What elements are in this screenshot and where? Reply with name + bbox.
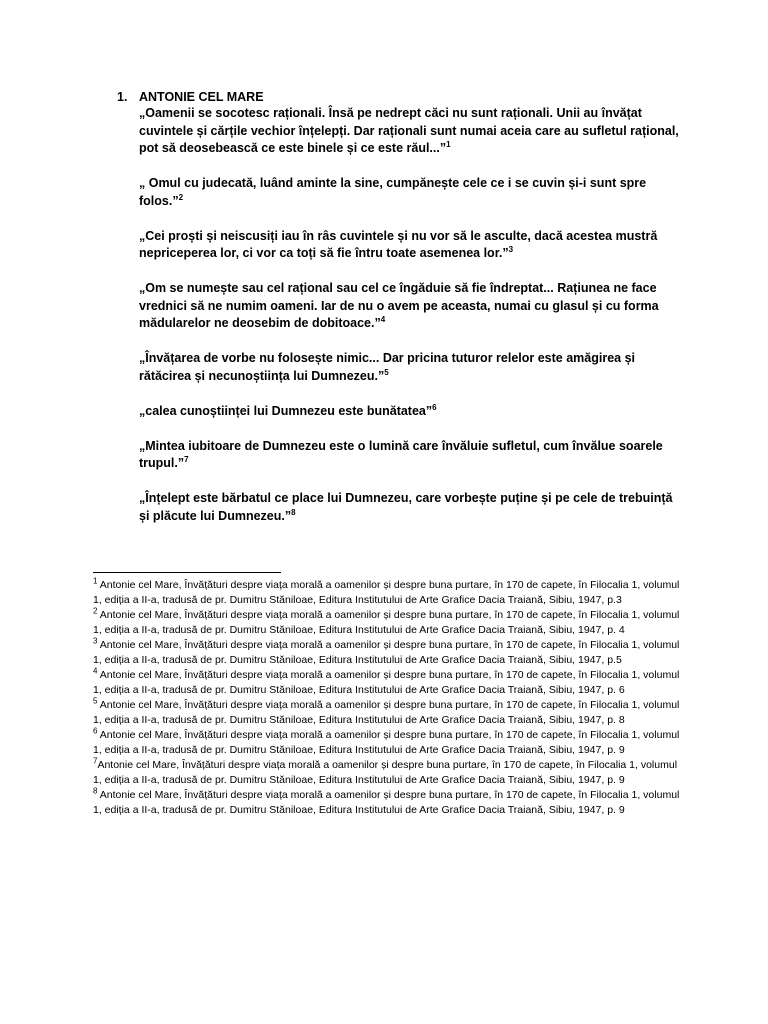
footnote-ref[interactable]: 6	[432, 402, 437, 412]
quote-text: „Oamenii se socotesc raționali. Însă pe nedrept căci nu sunt raționali. Unii au învățat cuvintele și cărțile vechior înțelepți. Dar raționali sunt numai aceia care au sufletul rațional, pot să deosebească ce este binele și ce este răul...”	[139, 106, 679, 155]
footnote-number: 1	[93, 576, 98, 586]
footnote-item	[93, 788, 683, 818]
footnote-item	[93, 638, 683, 668]
quote-item	[139, 403, 679, 421]
footnote-item	[93, 728, 683, 758]
footnote-ref[interactable]: 7	[184, 454, 189, 464]
quote-text: „Învățarea de vorbe nu folosește nimic... Dar pricina tuturor relelor este amăgirea și rătăcirea și necunoștiința lui Dumnezeu.”	[139, 351, 636, 383]
quote-item	[139, 105, 679, 158]
quote-text: „Mintea iubitoare de Dumnezeu este o lumină care învăluie sufletul, cum învălue soarele trupul.”	[139, 438, 663, 470]
footnote-item	[93, 698, 683, 728]
section-number: 1.	[117, 90, 128, 104]
section-title: ANTONIE CEL MARE	[139, 90, 264, 104]
quote-item	[139, 175, 679, 210]
footnote-item	[93, 668, 683, 698]
quote-text: „ Omul cu judecată, luând aminte la sine, cumpănește cele ce i se cuvin și-i sunt spre folos.”	[139, 176, 647, 208]
footnote-ref[interactable]: 3	[508, 244, 514, 254]
footnote-separator	[93, 572, 281, 573]
footnote-ref[interactable]: 8	[291, 507, 296, 517]
footnote-text: Antonie cel Mare, Învățături despre viața morală a oamenilor și despre buna purtare, în 170 de capete, în Filocalia 1, volumul 1, ediția a II-a, tradusă de pr. Dumitru Stăniloae, Editura Institutului de Arte Grafice Dacia Traiană, Sibiu, 1947, p. 9	[93, 759, 678, 786]
footnote-ref[interactable]: 5	[384, 367, 389, 377]
footnote-ref[interactable]: 4	[380, 314, 386, 324]
footnote-text: Antonie cel Mare, Învățături despre viața morală a oamenilor și despre buna purtare, în 170 de capete, în Filocalia 1, volumul 1, ediția a II-a, tradusă de pr. Dumitru Stăniloae, Editura Institutului de Arte Grafice Dacia Traiană, Sibiu, 1947, p. 9	[93, 729, 680, 756]
footnote-text: Antonie cel Mare, Învățături despre viața morală a oamenilor și despre buna purtare, în 170 de capete, în Filocalia 1, volumul 1, ediția a II-a, tradusă de pr. Dumitru Stăniloae, Editura Institutului de Arte Grafice Dacia Traiană, Sibiu, 1947, p.5	[93, 639, 680, 666]
footnote-text: Antonie cel Mare, Învățături despre viața morală a oamenilor și despre buna purtare, în 170 de capete, în Filocalia 1, volumul 1, ediția a II-a, tradusă de pr. Dumitru Stăniloae, Editura Institutului de Arte Grafice Dacia Traiană, Sibiu, 1947, p.3	[93, 579, 680, 606]
footnote-number: 7	[93, 756, 98, 766]
quote-text: „Cei proști și neiscusiți iau în râs cuvintele și nu vor să le asculte, dacă acestea mustră nepriceperea lor, ci vor ca toți să fie întru toate asemenea lor.”	[139, 228, 658, 260]
quote-text: „Înțelept este bărbatul ce place lui Dumnezeu, care vorbește puține și pe cele de trebuință și plăcute lui Dumnezeu.”	[139, 491, 673, 523]
quote-item	[139, 280, 679, 333]
quote-text: „Om se numește sau cel rațional sau cel ce îngăduie să fie îndreptat... Rațiunea ne face vrednici să ne numim oameni. Iar de nu o avem pe aceasta, numai cu glasul și cu forma mădularelor ne deosebim de dobitoace.”	[139, 281, 659, 330]
footnote-number: 3	[93, 636, 98, 646]
quote-item	[139, 438, 679, 473]
quote-text: „calea cunoștiinței lui Dumnezeu este bunătatea”	[139, 403, 433, 418]
footnotes-list	[93, 578, 683, 818]
footnote-number: 4	[93, 666, 98, 676]
quote-item	[139, 490, 679, 525]
footnote-text: Antonie cel Mare, Învățături despre viața morală a oamenilor și despre buna purtare, în 170 de capete, în Filocalia 1, volumul 1, ediția a II-a, tradusă de pr. Dumitru Stăniloae, Editura Institutului de Arte Grafice Dacia Traiană, Sibiu, 1947, p. 9	[93, 789, 680, 816]
quotes-list	[139, 105, 679, 543]
quote-item	[139, 228, 679, 263]
footnote-number: 6	[93, 726, 98, 736]
footnote-ref[interactable]: 2	[178, 192, 184, 202]
footnote-text: Antonie cel Mare, Învățături despre viața morală a oamenilor și despre buna purtare, în 170 de capete, în Filocalia 1, volumul 1, ediția a II-a, tradusă de pr. Dumitru Stăniloae, Editura Institutului de Arte Grafice Dacia Traiană, Sibiu, 1947, p. 8	[93, 699, 680, 726]
footnote-ref[interactable]: 1	[446, 139, 451, 149]
footnote-number: 2	[93, 606, 98, 616]
quote-item	[139, 350, 679, 385]
footnote-item	[93, 578, 683, 608]
footnote-text: Antonie cel Mare, Învățături despre viața morală a oamenilor și despre buna purtare, în 170 de capete, în Filocalia 1, volumul 1, ediția a II-a, tradusă de pr. Dumitru Stăniloae, Editura Institutului de Arte Grafice Dacia Traiană, Sibiu, 1947, p. 6	[93, 669, 680, 696]
footnote-text: Antonie cel Mare, Învățături despre viața morală a oamenilor și despre buna purtare, în 170 de capete, în Filocalia 1, volumul 1, ediția a II-a, tradusă de pr. Dumitru Stăniloae, Editura Institutului de Arte Grafice Dacia Traiană, Sibiu, 1947, p. 4	[93, 609, 680, 636]
section-heading	[117, 88, 264, 106]
footnote-number: 8	[93, 786, 98, 796]
footnote-item	[93, 758, 683, 788]
footnote-item	[93, 608, 683, 638]
footnote-number: 5	[93, 696, 98, 706]
